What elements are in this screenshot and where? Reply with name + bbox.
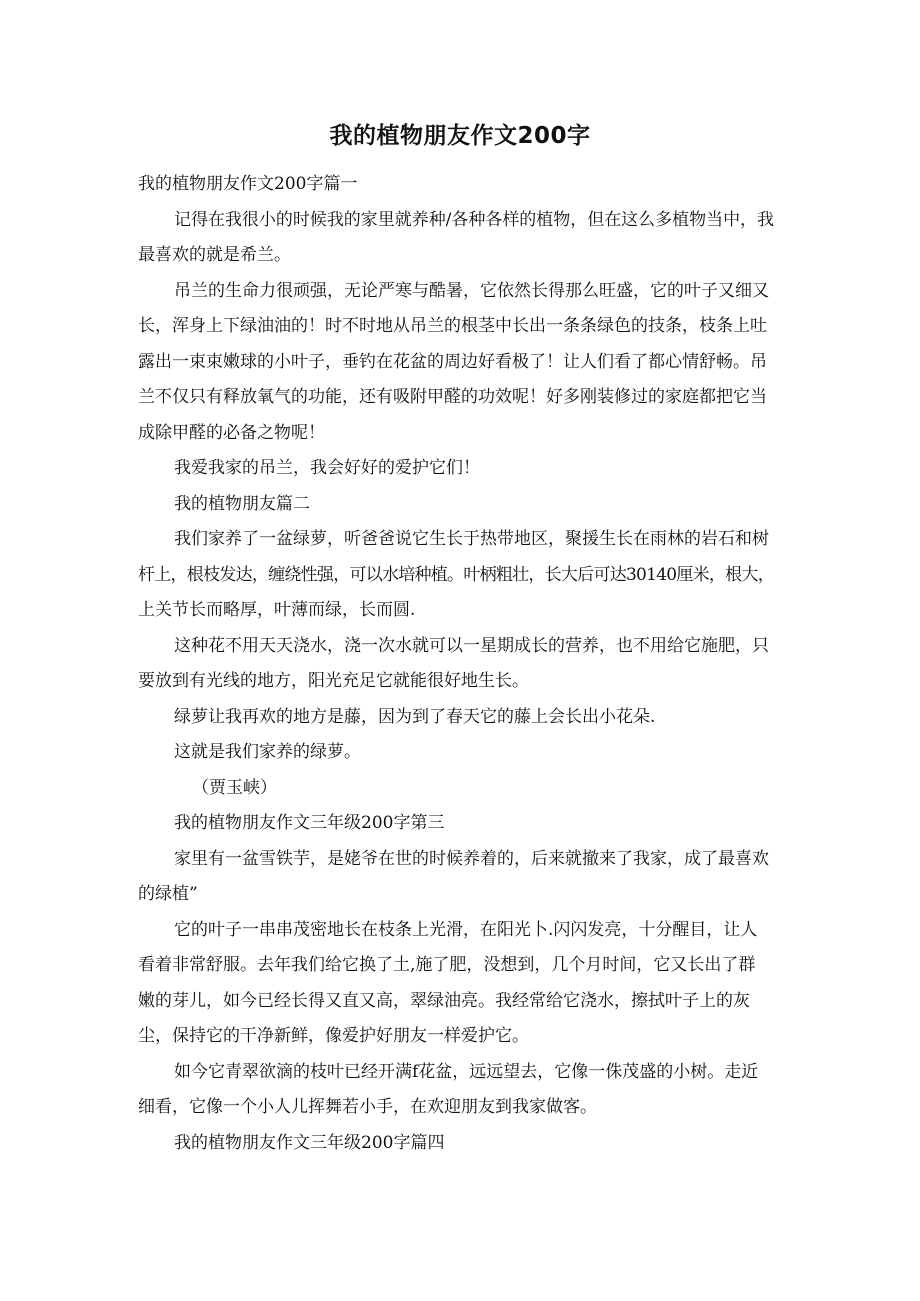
text-line: 尘，保持它的干净新鲜，像爱护好朋友一样爱护它。: [138, 1026, 529, 1046]
text-line: 我们家养了一盆绿萝，听爸爸说它生长于热带地区，聚援生长在雨林的岩石和树: [174, 529, 769, 549]
text-line: 杆上，根枝发达，缠绕性强，可以水培种植。叶柄粗壮，长大后可达30140厘米，根大，: [138, 564, 774, 585]
text-line: 的绿植”: [138, 884, 198, 904]
text-line: 绿萝让我再欢的地方是藤，因为到了春天它的藤上会长出小花朵.: [174, 706, 656, 727]
text-line: 要放到有光线的地方，阳光充足它就能很好地生长。: [138, 671, 529, 691]
text-line: 这种花不用天天浇水，浇一次水就可以一星期成长的营养，也不用给它施肥，只: [174, 635, 769, 656]
text-line: 记得在我很小的时候我的家里就养种/各种各样的植物，但在这么多植物当中，我: [174, 209, 775, 230]
document-body: [138, 167, 774, 1161]
page-title: 我的植物朋友作文200字: [329, 123, 591, 149]
text-line: 如今它青翠欲滴的枝叶已经开满f花盆，远远望去，它像一侏茂盛的小树。走近: [174, 1061, 759, 1082]
text-line: 吊兰的生命力很顽强，无论严寒与酷暑，它依然长得那么旺盛，它的叶子又细又: [174, 280, 769, 301]
text-line: 我的植物朋友篇二: [174, 493, 310, 514]
text-line: 嫩的芽儿，如今已经长得又直又高，翠绿油亮。我经常给它浇水，擦拭叶子上的灰: [138, 990, 750, 1011]
text-line: （贾玉峡）: [192, 777, 277, 798]
text-line: 看着非常舒服。去年我们给它换了土,施了肥，没想到，几个月时间，它又长出了群: [138, 955, 756, 975]
text-line: 我的植物朋友作文三年级200字篇四: [174, 1132, 445, 1153]
text-line: 我爱我家的吊兰，我会好好的爱护它们！: [174, 458, 480, 478]
text-line: 家里有一盆雪铁芋，是姥爷在世的时候养着的，后来就撤来了我家，成了最喜欢: [174, 848, 769, 869]
text-line: 露出一束束嫩球的小叶子，垂钓在花盆的周边好看极了！让人们看了都心情舒畅。吊: [138, 351, 767, 372]
text-line: 长，浑身上下绿油油的！时不时地从吊兰的根茎中长出一条条绿色的技条，枝条上吐: [138, 316, 767, 336]
text-line: 我的植物朋友作文200字篇一: [138, 174, 358, 194]
text-line: 我的植物朋友作文三年级200字第三: [174, 813, 445, 833]
text-line: 细看，它像一个小人儿挥舞若小手，在欢迎朋友到我家做客。: [138, 1097, 597, 1117]
text-line: 兰不仅只有释放氧气的功能，还有吸附甲醛的功效呢！好多刚装修过的家庭都把它当: [138, 387, 767, 407]
text-line: 这就是我们家养的绿萝。: [174, 742, 361, 762]
text-line: 上关节长而略厚，叶薄而绿，长而圆.: [138, 600, 416, 620]
text-line: 成除甲醛的必备之物呢！: [138, 422, 325, 443]
text-line: 最喜欢的就是希兰。: [138, 245, 291, 265]
text-line: 它的叶子一串串茂密地长在枝条上光滑，在阳光卜.闪闪发亮，十分醒目，让人: [174, 919, 758, 940]
